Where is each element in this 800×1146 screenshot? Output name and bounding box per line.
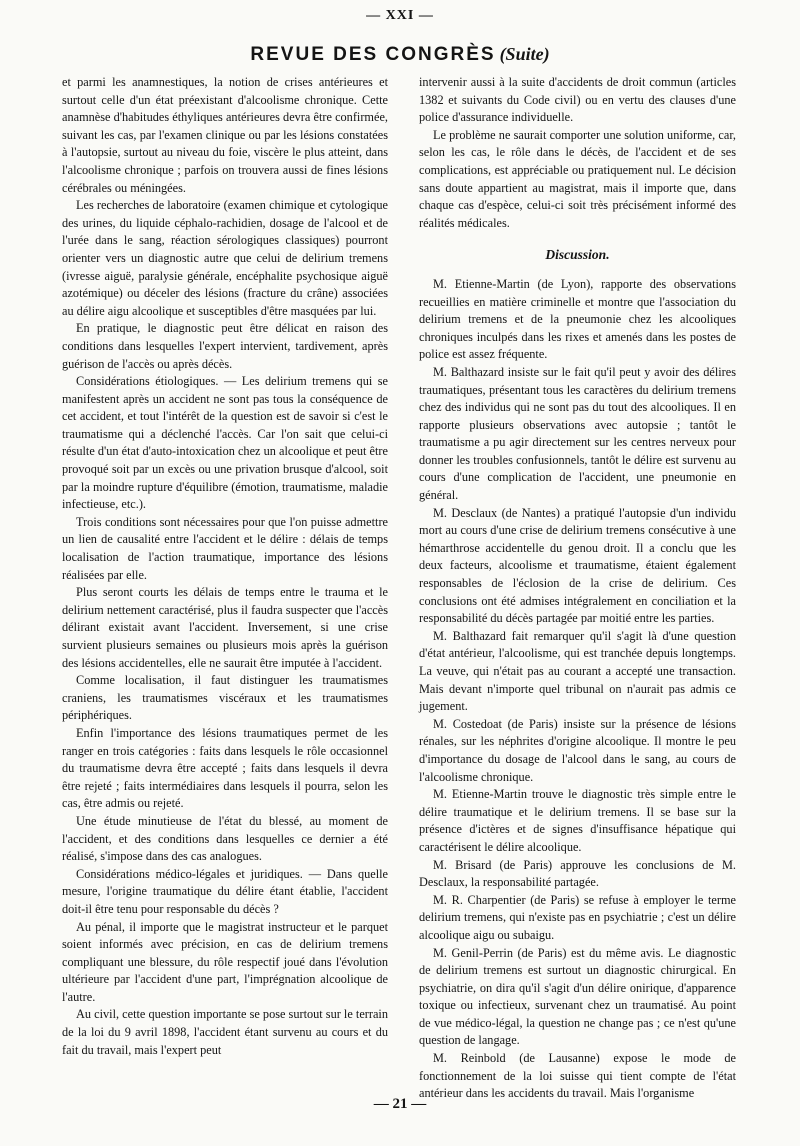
paragraph: En pratique, le diagnostic peut être délicat en raison des conditions dans lesquelles l'expert intervient, tardivement, après guérison de l'accès ou après décès.	[62, 321, 388, 371]
paragraph: Le problème ne saurait comporter une solution uniforme, car, selon les cas, le rôle dans le décès, de l'accident et de ses complications, est appréciable ou pratiquement nul. Le décision sans doute appartient au magistrat, mais il importe que, dans chaque cas d'espèce, celui-ci soit très précisément informé des réalités médicales.	[419, 127, 736, 230]
paragraph: M. Brisard (de Paris) approuve les conclusions de M. Desclaux, la responsabilité partagée.	[419, 857, 736, 890]
right-column	[419, 74, 736, 1103]
paragraph: M. Etienne-Martin (de Lyon), rapporte des observations recueillies en matière criminelle et montre que l'association du delirium tremens et de la pneumonie chez les alcooliques chroniques inculpés dans les rixes et amenés dans les postes de police est assez fréquente.	[419, 276, 736, 362]
paragraph: M. Genil-Perrin (de Paris) est du même avis. Le diagnostic de delirium tremens est surtout un diagnostic chirurgical. En psychiatrie, on dira qu'il s'agit d'un délire onirique, d'apparence toxique ou infectieux, survenant chez un traumatisé. Au point de vue médico-légal, la question ne change pas ; ce n'est qu'une question de langage.	[419, 945, 736, 1048]
paragraph: Les recherches de laboratoire (examen chimique et cytologique des urines, du liquide céphalo-rachidien, dosage de l'alcool et de l'urée dans le sang, réaction sérologiques classiques) pourront orienter vers un diagnostic autre que celui de delirium tremens (ivresse aiguë, paralysie générale, encéphalite psychosique aiguë azotémique) ou déceler des lésions (fracture du crâne) associées au délire aigu alcoolique et susceptibles d'être masquées par lui.	[62, 198, 388, 318]
paragraph: Considérations médico-légales et juridiques. — Dans quelle mesure, l'origine traumatique du délire étant établie, l'accident doit-il être tenu pour responsable du décès ?	[62, 866, 388, 916]
paragraph: M. Balthazard fait remarquer qu'il s'agit là d'une question d'état antérieur, l'alcoolisme, qui est tranchée depuis longtemps. La veuve, qui n'était pas au courant a accepté une transaction. Mais devant n'importe quel tribunal on n'aurait pas admis ce jugement.	[419, 628, 736, 714]
paragraph: intervenir aussi à la suite d'accidents de droit commun (articles 1382 et suivants du Code civil) ou en vertu des clauses d'une police d'assurance individuelle.	[419, 75, 736, 125]
paragraph: Enfin l'importance des lésions traumatiques permet de les ranger en trois catégories : faits dans lesquels le rôle occasionnel du traumatisme devra être accepté ; faits dans lesquels il devra être rejeté ; faits intermédiaires dans lesquels il pourra, selon les cas, être admis ou rejeté.	[62, 725, 388, 811]
paragraph: M. Desclaux (de Nantes) a pratiqué l'autopsie d'un individu mort au cours d'une crise de delirium tremens consécutive à une hémarthrose accidentelle du genou droit. Il a conclu que les deux facteurs, alcoolisme et traumatisme, étaient également responsables de l'éclosion de la crise de delirium. Ces conclusions ont été admises intégralement en conciliation et la responsabilité du décès partagée par moitié entre les parties.	[419, 505, 736, 626]
paragraph: M. R. Charpentier (de Paris) se refuse à employer le terme delirium tremens, qui n'existe pas en psychiatrie ; c'est un délire alcoolique aigu ou subaigu.	[419, 892, 736, 942]
paragraph: M. Costedoat (de Paris) insiste sur la présence de lésions rénales, sur les néphrites d'origine alcoolique. Il montre le peu d'importance du dosage de l'alcool dans le sang, au cours de l'alcoolisme chronique.	[419, 716, 736, 784]
paragraph: M. Reinbold (de Lausanne) expose le mode de fonctionnement de la loi suisse qui tient compte de l'état antérieur dans les accidents du travail. Mais l'organisme	[419, 1051, 736, 1101]
title-suite: (Suite)	[499, 44, 550, 64]
page-number: — 21 —	[373, 1096, 427, 1112]
paragraph: M. Etienne-Martin trouve le diagnostic très simple entre le délire traumatique et le delirium tremens. Il se base sur la présence d'ictères et de signes d'insuffisance hépatique qui caractérisent le délire alcoolique.	[419, 787, 736, 854]
paragraph: Considérations étiologiques. — Les delirium tremens qui se manifestent après un accident ne sont pas tous la conséquence de cet accident, et tout l'intérêt de la question est de savoir si c'est le traumatisme qui a déclenché l'accès. Car l'on sait que celui-ci résulte d'un état d'auto-intoxication chez un alcoolique et peut être provoqué soit par un excès ou une privation brusque d'alcool, soit par la moindre rupture d'équilibre (émotion, traumatisme, maladie infectieuse, etc.).	[62, 374, 388, 512]
paragraph: Trois conditions sont nécessaires pour que l'on puisse admettre un lien de causalité entre l'accident et le délire : délais de temps localisation de l'action traumatique, importance des lésions réalisées par elle.	[62, 514, 388, 582]
journal-section-title: REVUE DES CONGRÈS	[250, 44, 496, 65]
roman-page-number: — XXI —	[366, 8, 434, 23]
running-head	[0, 44, 800, 66]
paragraph: Plus seront courts les délais de temps entre le trauma et le delirium nettement caractérisé, plus il faudra suspecter que l'accès délirant existait avant l'accident. Inversement, si une crise survient plusieurs semaines ou plusieurs mois après la guérison des lésions accidentelles, elle ne saurait être imputée à l'accident.	[62, 585, 388, 670]
paragraph: M. Balthazard insiste sur le fait qu'il peut y avoir des délires traumatiques, présentant tous les caractères du delirium tremens chez des individus qui ne sont pas du tout des alcooliques. Il en rapporte plusieurs observations avec autopsie ; tantôt le traumatisme a pu agir directement sur les centres nerveux pour donner les troubles confusionnels, tantôt le délire est survenu au cours d'une complication de l'accident, une pneumonie en général.	[419, 364, 736, 503]
discussion-heading: Discussion.	[545, 247, 610, 263]
paragraph: Au civil, cette question importante se pose surtout sur le terrain de la loi du 9 avril 1898, l'accident étant survenu au cours et du fait du travail, mais l'expert peut	[62, 1007, 388, 1057]
left-column	[62, 74, 388, 1059]
paragraph: Une étude minutieuse de l'état du blessé, au moment de l'accident, et des conditions dans lesquelles ce dernier a été réalisé, s'impose dans des cas analogues.	[62, 813, 388, 864]
paragraph: Comme localisation, il faut distinguer les traumatismes craniens, les traumatismes viscéraux et les traumatismes périphériques.	[62, 673, 388, 723]
paragraph: Au pénal, il importe que le magistrat instructeur et le parquet soient informés avec précision, en cas de delirium tremens compliquant une blessure, du rôle respectif joué dans l'évolution ultérieure par l'accident d'une part, l'imprégnation alcoolique de l'autre.	[62, 919, 388, 1004]
paragraph: et parmi les anamnestiques, la notion de crises antérieures et surtout celle d'un état préexistant d'alcoolisme chronique. Cette anamnèse d'habitudes éthyliques antérieures devra être confirmée, suivant les cas, par l'examen clinique ou par les lésions constatées à l'autopsie, surtout au niveau du foie, viscère le plus atteint, dans l'alcoolisme chronique ; parfois on trouvera aussi de fines lésions cérébrales ou méningées.	[62, 75, 388, 195]
